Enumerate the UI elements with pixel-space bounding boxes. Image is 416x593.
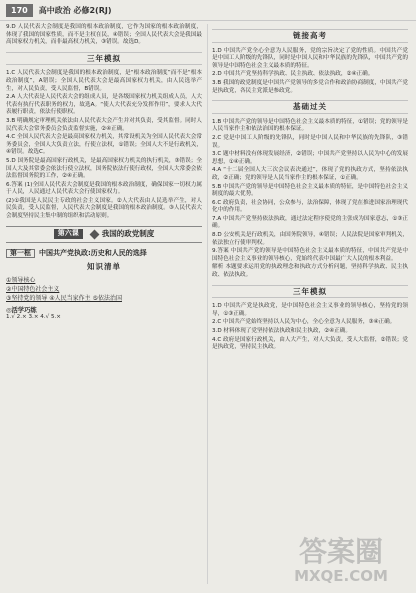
answer-paragraph: 4.C 全国人民代表大会是最高国家权力机关，其常设机关为全国人民代表大会常务委员会，全国人大负责立法，行使立法权，①错误；全国人大不是行政机关，④错误。故选C。 — [6, 134, 202, 156]
practice-title: ◎活学巧练 — [6, 306, 37, 314]
answer-paragraph: 6.C 政府负责，社会协同，公众参与，法治保障，体现了党在推进国家治理现代化中的作用。 — [212, 199, 408, 214]
answer-paragraph: 3.B 我国的政党制度是中国共产党领导的多党合作和政治协商制度，中国共产党是执政党，各民主党派是参政党。 — [212, 79, 408, 94]
frame-title: 中国共产党执政:历史和人民的选择 — [39, 248, 147, 257]
page-number: 170 — [6, 4, 33, 17]
answer-paragraph: 3.D 材料体现了党坚持依法执政和民主执政，②④正确。 — [212, 328, 351, 334]
answer-paragraph: 3.B 明确规定审理机关依法由人民代表大会产生并对其负责，受其监督。同时人民代表大会常务委员会负责监督实施，②④正确。 — [6, 117, 202, 132]
column-divider — [207, 24, 208, 584]
answer-paragraph: 3.C 题中材料没有体现发展经济，②错误；中国共产党坚持以人民为中心的发展思想，①④正确。 — [212, 151, 408, 165]
section-title: 三年模拟 — [6, 52, 202, 66]
lesson-title: 我国的政党制度 — [101, 229, 155, 239]
section-title: 三年模拟 — [212, 285, 408, 299]
answer-paragraph: 解析 本题要求运用党的执政理念和执政方式分析问题，坚持科学执政、民主执政、依法执政。 — [212, 264, 408, 279]
frame-heading — [6, 249, 202, 259]
answer-paragraph: 1.D 中国共产党是执政党，是中国特色社会主义事业的领导核心，坚持党的领导，①③正确。 — [212, 303, 408, 317]
page-header — [0, 0, 416, 21]
knowledge-item: ③坚持党的领导 ④人民当家作主 ⑤依法治国 — [6, 294, 122, 302]
answer-paragraph: 8.D 公安机关是行政机关，由国务院领导，④错误；人民法院是国家审判机关，依法独立行使审判权。 — [212, 232, 408, 246]
answer-paragraph: 1.D 中国共产党全心全意为人民服务，党的宗旨决定了党的性质。中国共产党是中国工人阶级的先锋队，同时是中国人民和中华民族的先锋队，中国共产党的领导是中国特色社会主义最本质的特征。 — [212, 47, 408, 69]
lesson-badge: 第六课 — [54, 229, 83, 239]
answer-paragraph: 5.B 中国共产党的领导是中国特色社会主义最本质的特征，是中国特色社会主义制度的最大优势。 — [212, 183, 408, 198]
right-column — [212, 24, 408, 589]
answer-paragraph: 7.A 中国共产党坚持依法执政，通过法定程序使党的主张成为国家意志，①③正确。 — [212, 215, 408, 230]
knowledge-list — [6, 276, 202, 303]
answer-paragraph: 9.D 人民代表大会制度是我国的根本政治制度，它作为国家的根本政治制度，体现了我国的国家性质，而不是主权在民，④错误；全国人民代表大会是我国最高国家权力机关，而非最高权力机关，③错误。故选D。 — [6, 24, 202, 46]
diamond-icon — [89, 229, 99, 239]
watermark-logo — [276, 529, 406, 587]
answer-paragraph: 2.C 中国共产党始终坚持以人民为中心，全心全意为人民服务，③④正确。 — [212, 319, 396, 326]
answer-paragraph: (2)①我国是人民民主专政的社会主义国家。②人大代表由人民选举产生，对人民负责，受人民监督，人民代表大会制度是我国的根本政治制度。③人民代表大会制度坚持民主集中制的组织和活动原则。 — [6, 197, 202, 220]
answer-paragraph: 6.答案 (1)全国人民代表大会制度是我国的根本政治制度，确保国家一切权力属于人民，人民通过人民代表大会行使国家权力。 — [6, 181, 202, 196]
frame-tag: 第一框 — [6, 249, 35, 259]
left-column — [6, 24, 202, 589]
book-title: 高中政治 必修2(RJ) — [38, 5, 112, 15]
knowledge-title: 知识清单 — [87, 262, 121, 272]
lesson-banner — [6, 226, 202, 243]
knowledge-item: ①领导核心 — [6, 276, 36, 284]
answer-paragraph: 4.A “十二届全国人大三次会议表决通过”，体现了党的执政方式，坚持依法执政，②正确；党的领导是人民当家作主的根本保证，①正确。 — [212, 167, 408, 181]
section-title: 链接高考 — [212, 29, 408, 43]
knowledge-item: ②中国特色社会主义 — [6, 285, 60, 293]
answer-paragraph: 2.D 中国共产党坚持科学执政、民主执政、依法执政，②④正确。 — [212, 71, 374, 78]
answer-paragraph: 5.D 国务院是最高国家行政机关，是最高国家权力机关的执行机关，③错误；全国人大及其常委会依法行使立法权，国务院依法行使行政权，全国人大常委会依法监督国务院的工作，②④正确。 — [6, 157, 202, 180]
answer-paragraph: 2.A 人大代表是人民代表大会的组成人员，是各级国家权力机关组成人员，人大代表有执行代表职务的权力，故选A。“使人大代表充分发挥作用”，要求人大代表履行职责，依法行使职权。 — [6, 94, 202, 116]
answer-paragraph: 1.C 人民代表大会制度是我国的根本政治制度，是“根本政治制度”而不是“根本政治制度”，A错误；全国人民代表大会是最高国家权力机关，由人民选举产生，对人民负责，受人民监督，B错误。 — [6, 70, 202, 92]
answer-paragraph: 9.答案 中国共产党的领导是中国特色社会主义最本质的特征，中国共产党是中国特色社会主义事业的领导核心，党始终代表中国最广大人民的根本利益。 — [212, 248, 408, 262]
watermark-url: MXQE.COM — [294, 567, 388, 585]
answer-paragraph: 2.C 党是中国工人阶级的先锋队，同时是中国人民和中华民族的先锋队，③错误。 — [212, 134, 408, 149]
watermark-text: 答案圈 — [298, 535, 384, 568]
answer-paragraph: 4.C 政府是国家行政机关，由人大产生，对人大负责，受人大监督，②错误；党是执政党，坚持民主执政。 — [212, 336, 408, 351]
practice-answers: 1.√ 2.× 3.× 4.√ 5.× — [6, 314, 61, 321]
answer-paragraph: 1.B 中国共产党的领导是中国特色社会主义最本质的特征，①错误；党的领导是人民当家作主和依法治国的根本保证。 — [212, 118, 408, 133]
section-title: 基础过关 — [212, 100, 408, 114]
